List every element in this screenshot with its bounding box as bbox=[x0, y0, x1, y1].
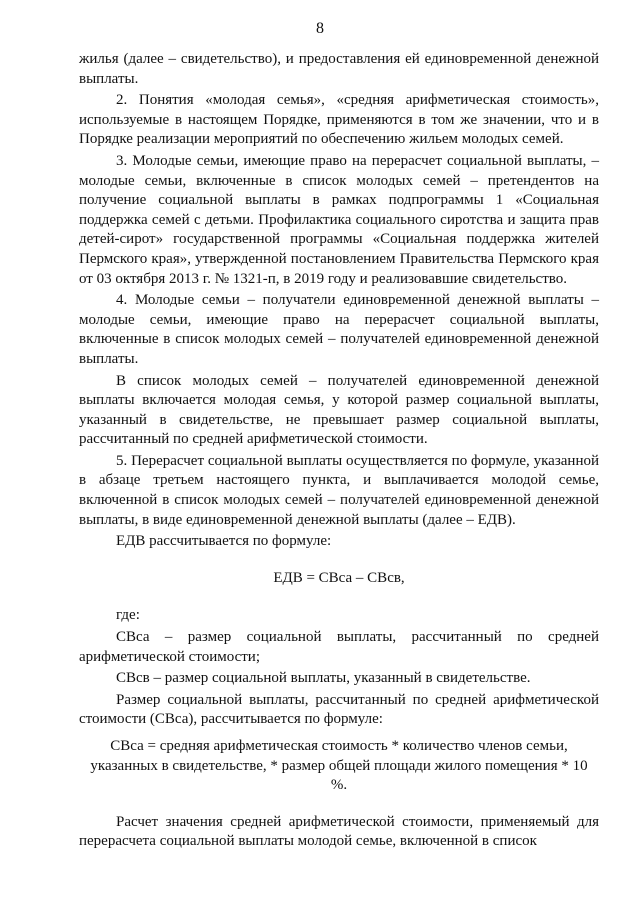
paragraph-edv-formula-intro: ЕДВ рассчитывается по формуле: bbox=[116, 533, 332, 550]
paragraph-svsa-formula-intro: Размер социальной выплаты, рассчитанный по средней арифметической стоимости (СВса), рассчитывается по формуле: bbox=[79, 691, 599, 728]
formula-svsa: СВса = средняя арифметическая стоимость * количество членов семьи, указанных в свидетельстве, * размер общей площади жилого помещения * 10 %. bbox=[90, 738, 588, 794]
definition-svsv: СВсв – размер социальной выплаты, указанный в свидетельстве. bbox=[116, 670, 531, 687]
paragraph-continuation: жилья (далее – свидетельство), и предоставления ей единовременной денежной выплаты. bbox=[79, 51, 599, 87]
formula-where-label: где: bbox=[116, 607, 140, 624]
paragraph-item-4-list-inclusion: В список молодых семей – получателей единовременной денежной выплаты включается молодая семья, у которой размер социальной выплаты, указанный в свидетельстве, не превышает размер социальной выплаты, рассчитанный по средней арифметической стоимости. bbox=[79, 372, 599, 448]
document-body bbox=[79, 50, 599, 852]
paragraph-average-cost-calculation: Расчет значения средней арифметической стоимости, применяемый для перерасчета социальной выплаты молодой семье, включенной в список bbox=[79, 813, 599, 850]
formula-edv: ЕДВ = СВса – СВсв, bbox=[273, 569, 405, 586]
definition-svsa: СВса – размер социальной выплаты, рассчитанный по средней арифметической стоимости; bbox=[79, 629, 599, 665]
paragraph-item-4: 4. Молодые семьи – получатели единовременной денежной выплаты – молодые семьи, имеющие право на перерасчет социальной выплаты, включенные в список молодых семей – получателей единовременной денежной выплаты. bbox=[79, 292, 599, 367]
paragraph-item-5: 5. Перерасчет социальной выплаты осуществляется по формуле, указанной в абзаце третьем настоящего пункта, и выплачивается молодой семье, включенной в список молодых семей – получателей единовременной денежной выплаты, в виде единовременной денежной выплаты (далее – ЕДВ). bbox=[79, 452, 599, 528]
paragraph-item-2: 2. Понятия «молодая семья», «средняя арифметическая стоимость», используемые в настоящем Порядке, применяются в том же значении, что и в Порядке реализации мероприятий по обеспечению жильем молодых семей. bbox=[79, 92, 599, 148]
paragraph-item-3: 3. Молодые семьи, имеющие право на перерасчет социальной выплаты, – молодые семьи, включенные в список молодых семей – претендентов на получение социальной выплаты в рамках подпрограммы 1 «Социальная поддержка семей с детьми. Профилактика социального сиротства и защита прав детей-сирот» государственной программы «Социальная поддержка жителей Пермского края», утвержденной постановлением Правительства Пермского края от 03 октября 2013 г. № 1321-п, в 2019 году и реализовавшие свидетельство. bbox=[79, 152, 599, 287]
page-number: 8 bbox=[316, 20, 324, 37]
